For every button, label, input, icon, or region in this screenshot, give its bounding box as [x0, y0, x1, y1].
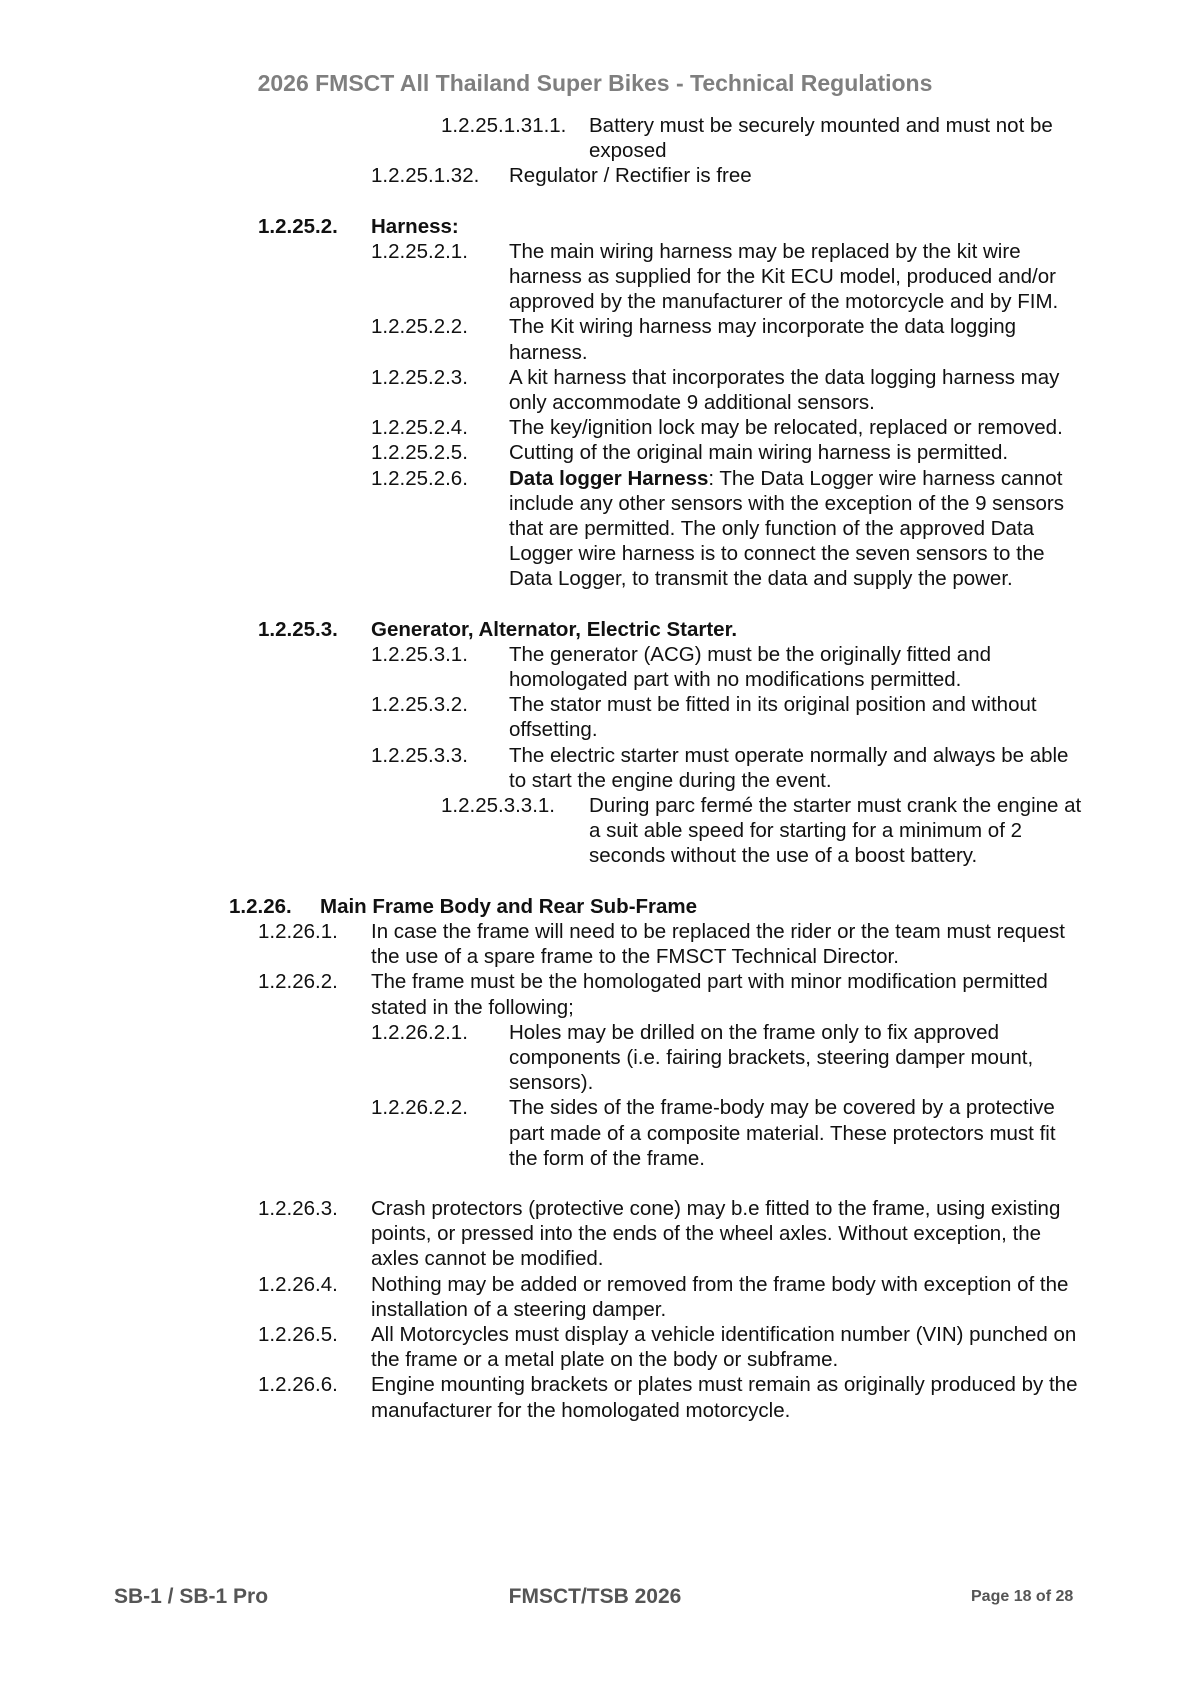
clause-number: 1.2.26.6.	[258, 1373, 338, 1397]
section-heading	[0, 617, 1190, 642]
clause-text: Harness:	[371, 214, 459, 238]
clause-number: 1.2.26.4.	[258, 1272, 338, 1296]
clause-item	[0, 163, 1190, 188]
clause-item	[0, 969, 1190, 1019]
clause-text: Holes may be drilled on the frame only to fix approved components (i.e. fairing brackets, steering damper mount, sensors).	[509, 1020, 1034, 1095]
clause-item	[0, 239, 1190, 315]
section-spacer	[0, 592, 1190, 617]
page-header-title: 2026 FMSCT All Thailand Super Bikes - Technical Regulations	[257, 70, 933, 96]
clause-item	[0, 743, 1190, 793]
clause-text: Crash protectors (protective cone) may b.e fitted to the frame, using existing points, or pressed into the ends of the wheel axles. Without exception, the axles cannot be modified.	[371, 1196, 1061, 1271]
section-heading	[0, 894, 1190, 919]
section-spacer	[0, 1171, 1190, 1196]
clause-number: 1.2.25.2.2.	[371, 315, 468, 339]
clause-text: The generator (ACG) must be the originally fitted and homologated part with no modifications permitted.	[509, 642, 991, 692]
clause-number: 1.2.25.2.	[258, 214, 338, 238]
section-spacer	[0, 189, 1190, 214]
clause-text: The electric starter must operate normally and always be able to start the engine during the event.	[509, 743, 1069, 792]
footer-class-label: SB-1 / SB-1 Pro	[114, 1585, 269, 1608]
section-heading	[0, 214, 1190, 239]
clause-number: 1.2.25.1.31.1.	[441, 114, 567, 137]
clause-item	[0, 415, 1190, 440]
clause-item	[0, 1322, 1190, 1372]
clause-number: 1.2.26.1.	[258, 919, 338, 943]
clause-item	[0, 365, 1190, 415]
clause-item	[0, 1095, 1190, 1171]
clause-text: Main Frame Body and Rear Sub-Frame	[320, 894, 698, 918]
clause-item	[0, 793, 1190, 869]
clause-text: The Kit wiring harness may incorporate the data logging harness.	[509, 315, 1017, 364]
clause-item	[0, 642, 1190, 692]
clause-text: In case the frame will need to be replaced the rider or the team must request the use of a spare frame to the FMSCT Technical Director.	[371, 919, 1065, 969]
clause-number: 1.2.25.3.3.1.	[441, 794, 555, 818]
clause-item	[0, 113, 1190, 163]
clause-number: 1.2.26.2.1.	[371, 1020, 468, 1044]
clause-number: 1.2.25.3.2.	[371, 693, 468, 717]
clause-text-rest: : The Data Logger wire harness cannot include any other sensors with the exception of the 9 sensors that are permitted. The only function of the approved Data Logger wire harness is to connect the seven sensors to the Data Logger, to transmit the data and supply the power.	[509, 466, 1064, 591]
clause-item	[0, 1372, 1190, 1422]
clause-number: 1.2.26.5.	[258, 1322, 338, 1346]
clause-text: A kit harness that incorporates the data logging harness may only accommodate 9 additional sensors.	[509, 365, 1060, 415]
clause-item	[0, 1272, 1190, 1322]
clause-item	[0, 692, 1190, 742]
clause-text: During parc fermé the starter must crank the engine at a suit able speed for starting for a minimum of 2 seconds without the use of a boost battery.	[589, 794, 1082, 868]
clause-text: The stator must be fitted in its original position and without offsetting.	[509, 693, 1037, 742]
clause-text: Generator, Alternator, Electric Starter.	[371, 617, 738, 641]
clause-text: Nothing may be added or removed from the frame body with exception of the installation of a steering damper.	[371, 1272, 1069, 1321]
clause-number: 1.2.25.2.4.	[371, 416, 468, 440]
clause-number: 1.2.26.2.	[258, 970, 338, 994]
clause-text: Cutting of the original main wiring harness is permitted.	[509, 441, 1009, 465]
clause-number: 1.2.25.2.3.	[371, 365, 468, 389]
section-spacer	[0, 869, 1190, 894]
clause-bold-lead: Data logger Harness	[509, 466, 709, 490]
regulations-body	[0, 113, 1190, 1423]
clause-text: All Motorcycles must display a vehicle identification number (VIN) punched on the frame or a metal plate on the body or subframe.	[371, 1322, 1077, 1372]
clause-text: The main wiring harness may be replaced by the kit wire harness as supplied for the Kit ECU model, produced and/or approved by the manufacturer of the motorcycle and by FIM.	[509, 239, 1059, 314]
clause-number: 1.2.26.2.2.	[371, 1096, 468, 1120]
footer-document-id: FMSCT/TSB 2026	[508, 1585, 682, 1608]
clause-number: 1.2.25.3.3.	[371, 743, 468, 767]
clause-text	[509, 466, 1089, 592]
clause-number: 1.2.25.3.	[258, 617, 338, 641]
clause-item	[0, 466, 1190, 592]
clause-item	[0, 314, 1190, 364]
clause-number: 1.2.26.3.	[258, 1196, 338, 1220]
clause-number: 1.2.25.2.1.	[371, 239, 468, 263]
footer-page-number: Page 18 of 28	[971, 1588, 1074, 1605]
clause-item	[0, 919, 1190, 969]
clause-text: Regulator / Rectifier is free	[509, 164, 752, 188]
clause-item	[0, 1020, 1190, 1096]
clause-text: The sides of the frame-body may be covered by a protective part made of a composite material. These protectors must fit the form of the frame.	[509, 1096, 1056, 1170]
clause-text: The frame must be the homologated part with minor modification permitted stated in the following;	[371, 970, 1048, 1019]
clause-number: 1.2.26.	[229, 894, 292, 918]
clause-text: Battery must be securely mounted and must not be exposed	[589, 114, 1053, 163]
clause-text: The key/ignition lock may be relocated, replaced or removed.	[509, 416, 1063, 440]
clause-number: 1.2.25.3.1.	[371, 642, 468, 666]
clause-text: Engine mounting brackets or plates must remain as originally produced by the manufacturer for the homologated motorcycle.	[371, 1373, 1078, 1422]
clause-number: 1.2.25.1.32.	[371, 164, 480, 188]
clause-item	[0, 440, 1190, 465]
clause-item	[0, 1196, 1190, 1272]
clause-number: 1.2.25.2.5.	[371, 441, 468, 465]
clause-number: 1.2.25.2.6.	[371, 466, 468, 490]
